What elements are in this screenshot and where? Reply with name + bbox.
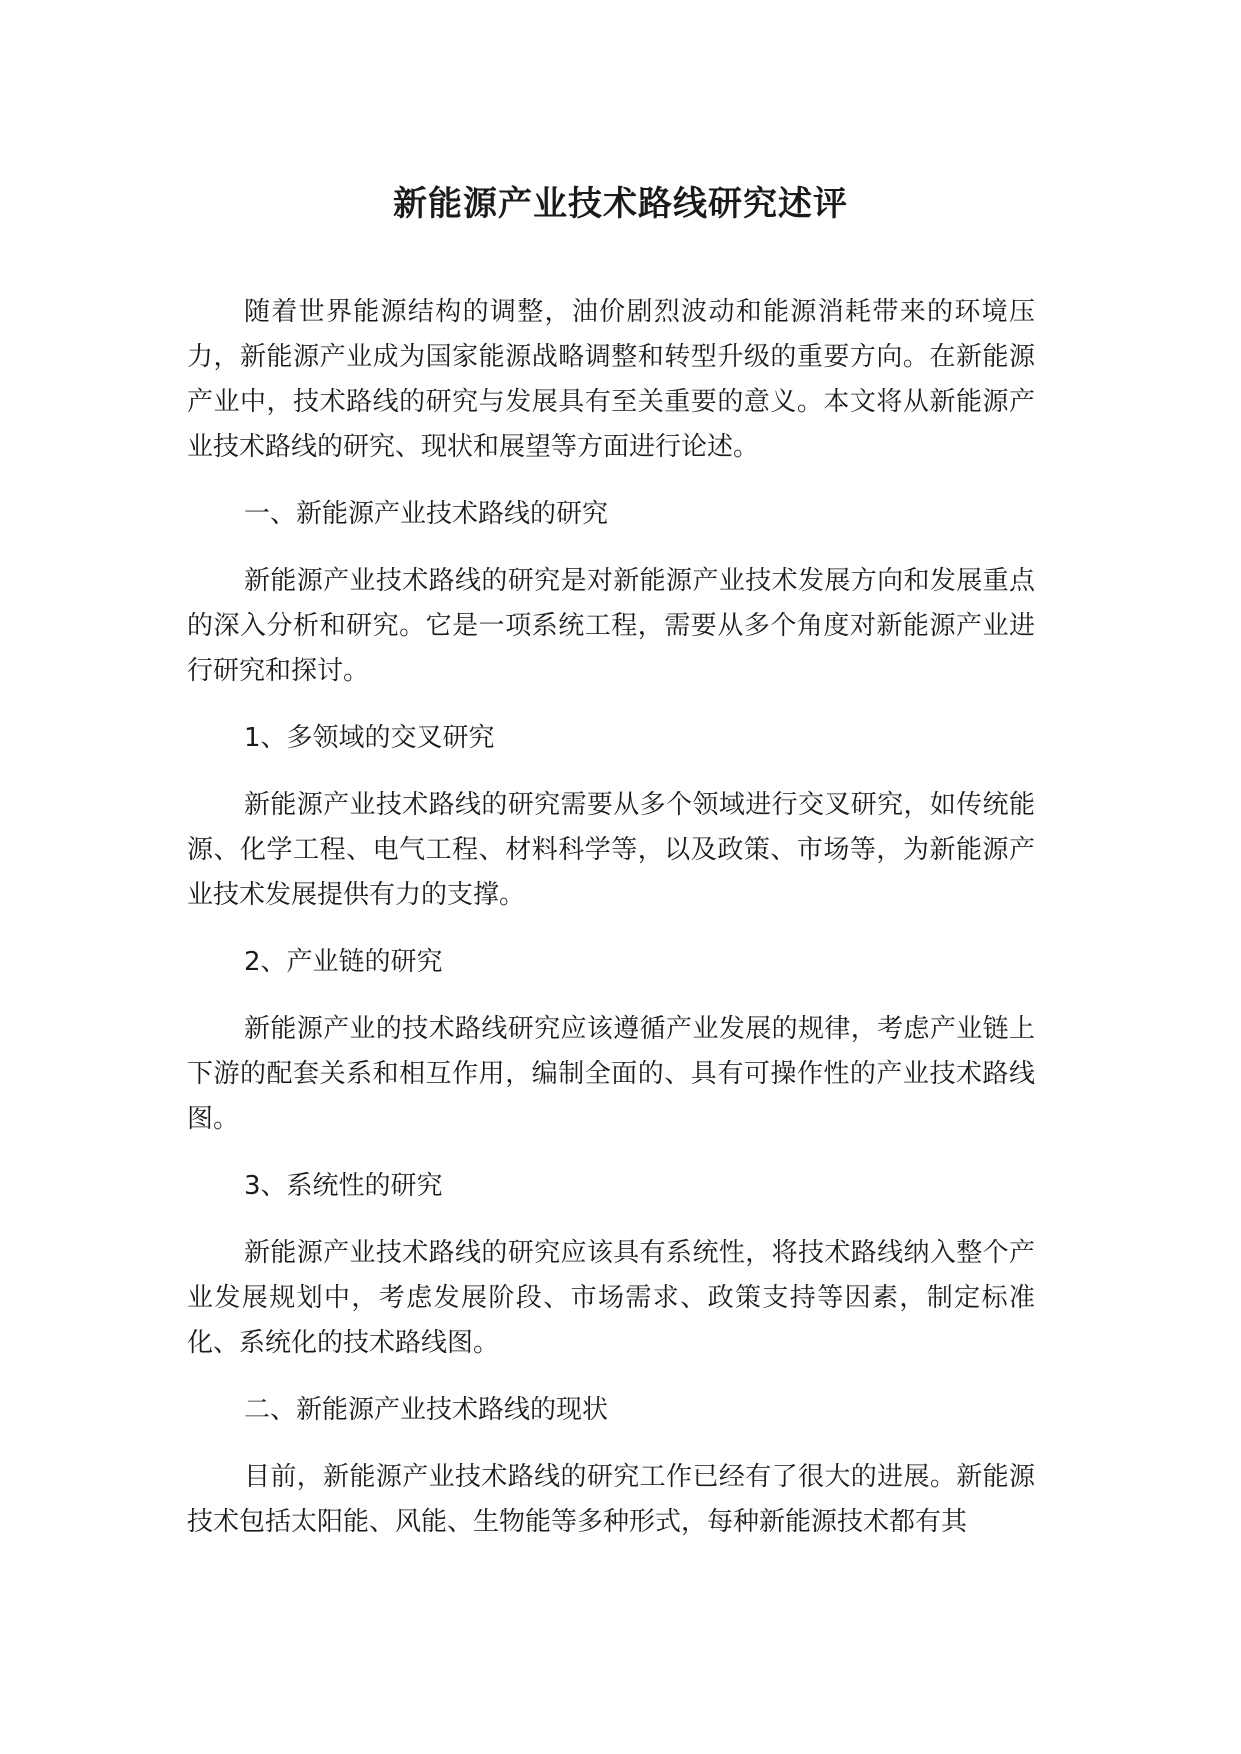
- document-body: [187, 290, 1035, 1567]
- subsection-heading-1-1: 1、多领域的交叉研究: [244, 723, 495, 753]
- document-title: 新能源产业技术路线研究述评: [393, 184, 848, 224]
- section-1-paragraph: 新能源产业技术路线的研究是对新能源产业技术发展方向和发展重点的深入分析和研究。它是一项系统工程，需要从多个角度对新能源产业进行研究和探讨。: [187, 566, 1035, 686]
- subsection-heading-1-3: 3、系统性的研究: [244, 1171, 443, 1201]
- subsection-1-3-paragraph: 新能源产业技术路线的研究应该具有系统性，将技术路线纳入整个产业发展规划中，考虑发展阶段、市场需求、政策支持等因素，制定标准化、系统化的技术路线图。: [187, 1238, 1035, 1358]
- section-heading-2: 二、新能源产业技术路线的现状: [244, 1395, 609, 1425]
- section-heading-1: 一、新能源产业技术路线的研究: [244, 499, 609, 529]
- intro-paragraph: 随着世界能源结构的调整，油价剧烈波动和能源消耗带来的环境压力，新能源产业成为国家能源战略调整和转型升级的重要方向。在新能源产业中，技术路线的研究与发展具有至关重要的意义。本文将从新能源产业技术路线的研究、现状和展望等方面进行论述。: [187, 297, 1035, 462]
- subsection-heading-1-2: 2、产业链的研究: [244, 947, 443, 977]
- subsection-1-2-paragraph: 新能源产业的技术路线研究应该遵循产业发展的规律，考虑产业链上下游的配套关系和相互作用，编制全面的、具有可操作性的产业技术路线图。: [187, 1014, 1035, 1134]
- subsection-1-1-paragraph: 新能源产业技术路线的研究需要从多个领域进行交叉研究，如传统能源、化学工程、电气工程、材料科学等，以及政策、市场等，为新能源产业技术发展提供有力的支撑。: [187, 790, 1035, 910]
- section-2-paragraph: 目前，新能源产业技术路线的研究工作已经有了很大的进展。新能源技术包括太阳能、风能、生物能等多种形式，每种新能源技术都有其: [187, 1462, 1035, 1537]
